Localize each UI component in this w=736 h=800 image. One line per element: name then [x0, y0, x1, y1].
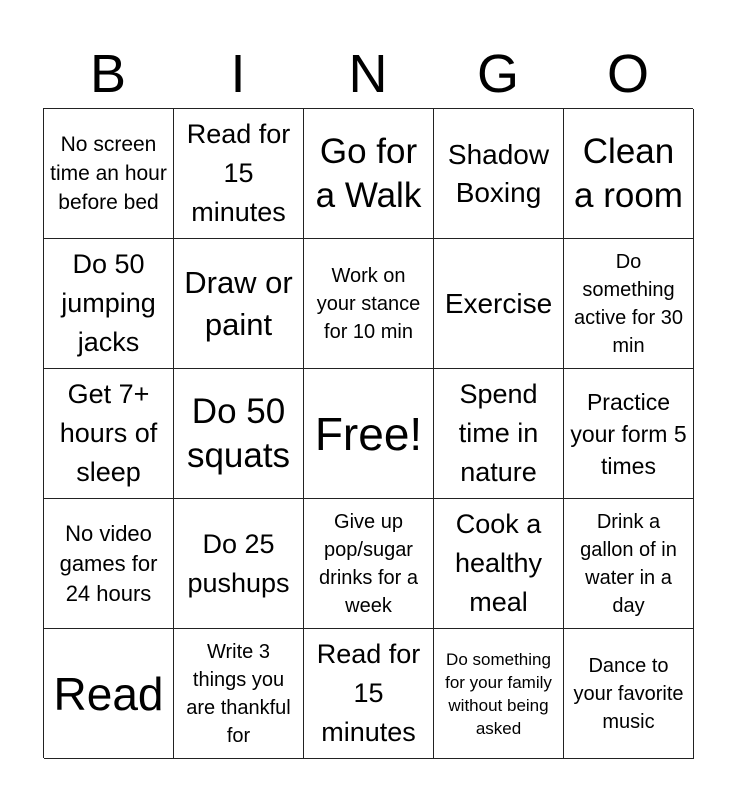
bingo-cell[interactable] [434, 109, 564, 239]
header-letter-n: N [348, 44, 388, 104]
header-letter-g: G [476, 44, 519, 104]
cell-text: Work on your stance for 10 min [316, 264, 421, 343]
bingo-grid [43, 108, 693, 758]
cell-text: Get 7+ hours of sleep [59, 379, 158, 487]
bingo-cell[interactable] [304, 239, 434, 369]
bingo-cell[interactable] [434, 369, 564, 499]
bingo-header [43, 40, 693, 108]
bingo-cell[interactable] [304, 629, 434, 759]
cell-text: Do 50 squats [186, 391, 291, 475]
cell-text: Drink a gallon of in water in a day [580, 510, 677, 617]
cell-text: Read for 15 minutes [316, 639, 421, 747]
cell-text: Draw or paint [184, 264, 293, 342]
cell-text: Do 25 pushups [187, 528, 290, 598]
cell-text: Read [53, 667, 164, 720]
bingo-cell[interactable] [564, 499, 694, 629]
bingo-cell[interactable] [44, 499, 174, 629]
bingo-cell-free[interactable] [304, 369, 434, 499]
bingo-cell[interactable] [434, 629, 564, 759]
cell-text: No video games for 24 hours [59, 520, 158, 606]
bingo-cell[interactable] [44, 239, 174, 369]
bingo-cell[interactable] [174, 239, 304, 369]
cell-text: Give up pop/sugar drinks for a week [319, 510, 418, 617]
bingo-cell[interactable] [44, 629, 174, 759]
cell-text: No screen time an hour before bed [50, 133, 167, 214]
cell-text: Clean a room [574, 131, 683, 215]
header-letter-b: B [89, 44, 127, 104]
cell-text: Read for 15 minutes [186, 119, 291, 227]
bingo-cell[interactable] [174, 499, 304, 629]
cell-text: Do something active for 30 min [574, 250, 683, 357]
bingo-cell[interactable] [304, 499, 434, 629]
bingo-cell[interactable] [174, 109, 304, 239]
cell-text: Cook a healthy meal [454, 509, 543, 617]
cell-text: Practice your form 5 times [570, 388, 687, 479]
cell-text: Dance to your favorite music [573, 654, 684, 733]
cell-text: Free! [314, 407, 423, 460]
bingo-cell[interactable] [564, 629, 694, 759]
bingo-cell[interactable] [44, 109, 174, 239]
cell-text: Do something for your family without being asked [445, 649, 552, 738]
cell-text: Go for a Walk [315, 131, 422, 215]
header-letter-i: I [230, 44, 246, 104]
cell-text: Exercise [444, 287, 553, 319]
bingo-cell[interactable] [304, 109, 434, 239]
bingo-cell[interactable] [564, 369, 694, 499]
bingo-cell[interactable] [564, 109, 694, 239]
cell-text: Do 50 jumping jacks [61, 249, 156, 357]
bingo-cell[interactable] [434, 499, 564, 629]
header-letter-o: O [606, 44, 649, 104]
bingo-cell[interactable] [434, 239, 564, 369]
bingo-cell[interactable] [44, 369, 174, 499]
cell-text: Shadow Boxing [447, 138, 550, 208]
bingo-cell[interactable] [174, 369, 304, 499]
cell-text: Write 3 things you are thankful for [186, 640, 291, 747]
cell-text: Spend time in nature [458, 379, 539, 487]
bingo-cell[interactable] [564, 239, 694, 369]
bingo-cell[interactable] [174, 629, 304, 759]
